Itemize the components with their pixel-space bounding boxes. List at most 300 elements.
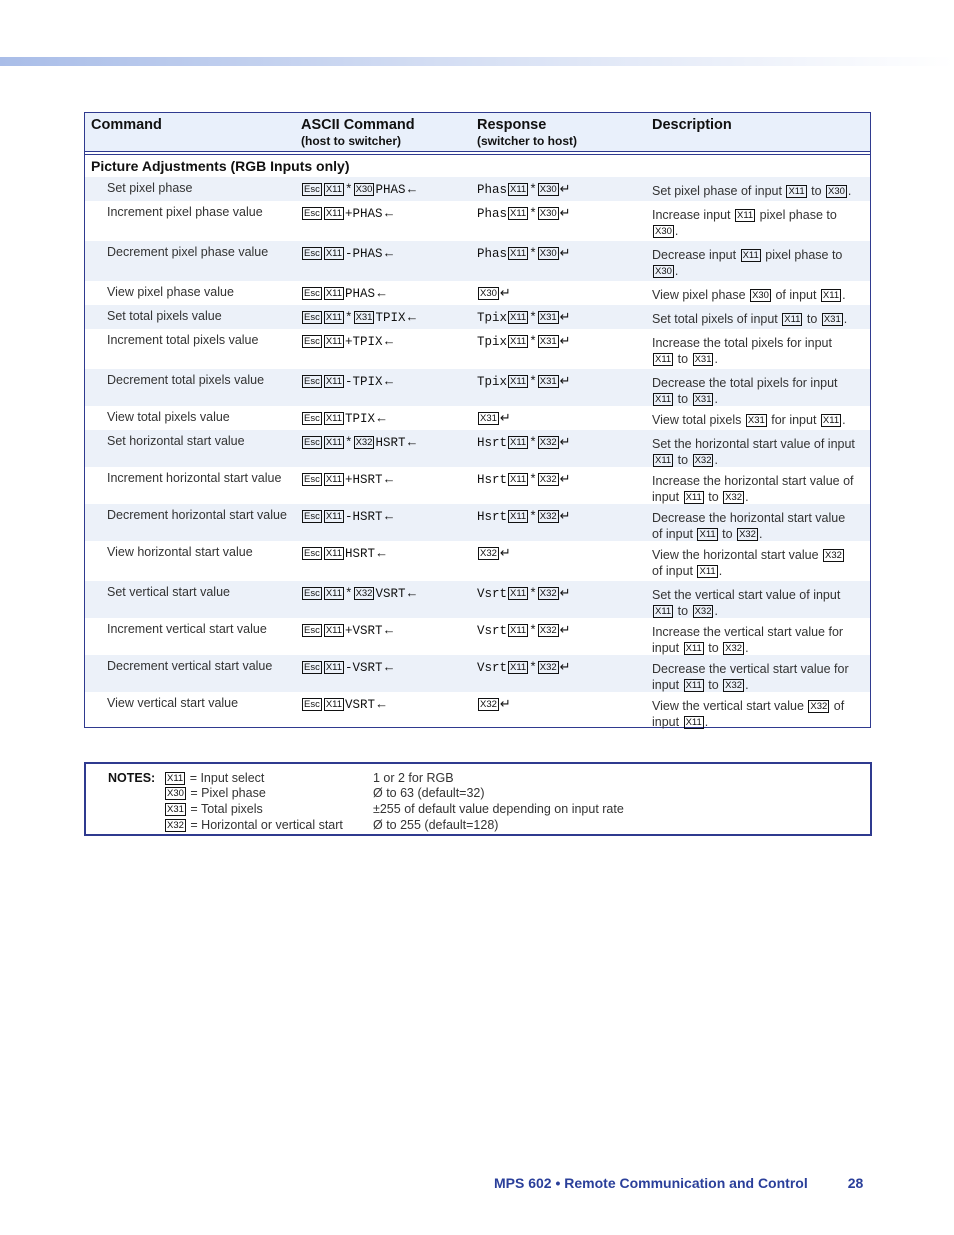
top-gradient-bar xyxy=(0,57,954,66)
command-text: * xyxy=(529,510,537,524)
variable-box: X30 xyxy=(655,266,672,277)
description-text: Decrease input xyxy=(652,248,740,262)
command-text: -HSRT xyxy=(345,510,383,524)
command-text: Phas xyxy=(477,207,508,221)
response xyxy=(477,585,571,601)
variable-box: X31 xyxy=(355,312,373,323)
return-arrow-icon: ↵ xyxy=(559,245,571,260)
return-arrow-icon: ↵ xyxy=(559,622,571,637)
note-meaning: = Pixel phase xyxy=(190,786,266,800)
variable-box: X32 xyxy=(355,437,373,448)
variable-box: X32 xyxy=(539,437,557,448)
table-row xyxy=(85,430,870,467)
command-text: Vsrt xyxy=(477,624,508,638)
command-text: * xyxy=(529,335,537,349)
description-text: . xyxy=(847,184,852,198)
description-text: Decrease the total pixels for input xyxy=(652,376,838,390)
command-text: * xyxy=(345,183,353,197)
ascii-command xyxy=(301,309,418,325)
variable-box: Esc xyxy=(304,699,320,710)
command-name: View horizontal start value xyxy=(107,545,253,559)
left-arrow-icon: ← xyxy=(382,373,396,388)
variable-box: X11 xyxy=(510,474,527,485)
variable-box: X11 xyxy=(685,680,702,691)
variable-box: X11 xyxy=(325,548,343,559)
description xyxy=(652,287,857,303)
variable-box: Esc xyxy=(304,312,320,323)
description-text: . xyxy=(714,392,718,406)
variable-box: X32 xyxy=(539,511,557,522)
description-text: Increase the total pixels for input xyxy=(652,336,832,350)
note-definition xyxy=(164,818,343,832)
ascii-command xyxy=(301,471,396,487)
table-row xyxy=(85,541,870,581)
command-name: Increment pixel phase value xyxy=(107,205,263,219)
description-text: for input xyxy=(767,413,820,427)
variable-box: Esc xyxy=(304,288,320,299)
description-text: of input xyxy=(652,564,697,578)
left-arrow-icon: ← xyxy=(375,545,389,560)
variable-box: X32 xyxy=(694,606,712,617)
return-arrow-icon: ↵ xyxy=(559,373,571,388)
command-text: * xyxy=(529,311,537,325)
variable-box: X30 xyxy=(480,288,497,299)
variable-box: Esc xyxy=(304,437,320,448)
response xyxy=(477,245,571,261)
description xyxy=(652,436,857,468)
variable-box: X11 xyxy=(822,290,840,301)
command-text: * xyxy=(345,311,353,325)
variable-box: X11 xyxy=(325,208,343,219)
command-name: Set vertical start value xyxy=(107,585,230,599)
return-arrow-icon: ↵ xyxy=(559,471,571,486)
variable-box: X11 xyxy=(510,662,527,673)
table-row xyxy=(85,305,870,329)
variable-box: X11 xyxy=(325,588,343,599)
command-text: Phas xyxy=(477,183,508,197)
description-text: . xyxy=(745,641,749,655)
command-text: * xyxy=(529,624,537,638)
command-text: PHAS xyxy=(345,287,376,301)
variable-box: Esc xyxy=(304,474,320,485)
return-arrow-icon: ↵ xyxy=(559,508,571,523)
variable-box: X11 xyxy=(510,437,527,448)
table-row xyxy=(85,692,870,727)
description-text: . xyxy=(758,527,763,541)
command-text: * xyxy=(529,375,537,389)
left-arrow-icon: ← xyxy=(405,434,419,449)
table-row xyxy=(85,201,870,241)
variable-box: X32 xyxy=(739,529,756,540)
variable-box: X11 xyxy=(655,354,672,365)
variable-box: X11 xyxy=(325,474,343,485)
table-row xyxy=(85,655,870,692)
header-response-label: Response xyxy=(477,117,547,133)
left-arrow-icon: ← xyxy=(405,181,419,196)
left-arrow-icon: ← xyxy=(382,333,396,348)
command-text: Hsrt xyxy=(477,436,508,450)
command-name: Increment vertical start value xyxy=(107,622,267,636)
variable-box: X11 xyxy=(510,336,527,347)
left-arrow-icon: ← xyxy=(382,659,396,674)
command-name: Increment horizontal start value xyxy=(107,471,282,485)
notes-box xyxy=(84,762,872,836)
variable-box: X11 xyxy=(510,511,527,522)
description-text: . xyxy=(842,413,846,427)
description-text: . xyxy=(704,715,709,729)
command-text: PHAS xyxy=(375,183,406,197)
command-name: View pixel phase value xyxy=(107,285,234,299)
table-row xyxy=(85,581,870,618)
variable-box: X11 xyxy=(325,248,343,259)
note-value: 1 or 2 for RGB xyxy=(373,771,454,785)
table-header xyxy=(85,113,870,152)
description-text: to xyxy=(704,678,723,692)
variable-box: X32 xyxy=(539,474,557,485)
left-arrow-icon: ← xyxy=(375,410,389,425)
left-arrow-icon: ← xyxy=(382,205,396,220)
variable-box: X11 xyxy=(737,210,754,221)
variable-box: X11 xyxy=(325,376,343,387)
command-text: HSRT xyxy=(375,436,406,450)
note-value: Ø to 255 (default=128) xyxy=(373,818,499,832)
description-text: . xyxy=(843,312,848,326)
command-text: * xyxy=(345,587,353,601)
variable-box: Esc xyxy=(304,588,320,599)
variable-box: X30 xyxy=(539,248,557,259)
variable-box: X31 xyxy=(694,354,712,365)
description-text: . xyxy=(714,352,718,366)
description-text: Set the vertical start value of input xyxy=(652,588,841,602)
return-arrow-icon: ↵ xyxy=(499,545,511,560)
description xyxy=(652,311,857,327)
return-arrow-icon: ↵ xyxy=(559,181,571,196)
command-text: Hsrt xyxy=(477,510,508,524)
variable-box: Esc xyxy=(304,208,320,219)
command-text: +HSRT xyxy=(345,473,383,487)
command-text: * xyxy=(529,473,537,487)
command-name: Set horizontal start value xyxy=(107,434,245,448)
table-row xyxy=(85,467,870,504)
table-row xyxy=(85,369,870,406)
command-name: Decrement vertical start value xyxy=(107,659,273,673)
description xyxy=(652,473,857,505)
variable-box: X11 xyxy=(510,312,527,323)
description-text: Increase the vertical start value for input xyxy=(652,625,844,655)
description xyxy=(652,375,857,407)
description-text: to xyxy=(674,352,692,366)
description-text: . xyxy=(714,604,718,618)
variable-box: X32 xyxy=(539,588,557,599)
header-response-sub: (switcher to host) xyxy=(477,134,578,148)
ascii-command xyxy=(301,545,388,561)
ascii-command xyxy=(301,205,396,221)
ascii-command xyxy=(301,245,396,261)
command-text: -PHAS xyxy=(345,247,383,261)
ascii-command xyxy=(301,410,388,426)
ascii-command xyxy=(301,373,396,389)
response xyxy=(477,285,511,301)
description xyxy=(652,547,857,579)
command-text: * xyxy=(529,436,537,450)
command-text: * xyxy=(345,436,353,450)
command-name: Increment total pixels value xyxy=(107,333,259,347)
return-arrow-icon: ↵ xyxy=(499,285,511,300)
response xyxy=(477,508,571,524)
variable-box: X11 xyxy=(655,606,672,617)
ascii-command xyxy=(301,434,418,450)
variable-box: X32 xyxy=(810,701,828,712)
variable-box: X11 xyxy=(167,773,184,784)
left-arrow-icon: ← xyxy=(405,309,419,324)
description-text: to xyxy=(704,641,723,655)
description-text: to xyxy=(807,184,826,198)
description-text: Decrease the vertical start value for input xyxy=(652,662,849,692)
variable-box: X32 xyxy=(725,680,743,691)
header-description xyxy=(652,117,732,133)
description xyxy=(652,698,857,730)
response xyxy=(477,373,571,389)
description-text: to xyxy=(674,392,692,406)
note-meaning: = Horizontal or vertical start xyxy=(190,818,343,832)
description-text: Increase input xyxy=(652,208,734,222)
response xyxy=(477,205,571,221)
description xyxy=(652,247,857,279)
variable-box: X31 xyxy=(167,804,184,815)
left-arrow-icon: ← xyxy=(375,285,389,300)
ascii-command xyxy=(301,659,396,675)
variable-box: X11 xyxy=(822,415,840,426)
variable-box: Esc xyxy=(304,662,320,673)
response xyxy=(477,410,511,426)
ascii-command xyxy=(301,285,388,301)
variable-box: X31 xyxy=(823,314,841,325)
description-text: . xyxy=(842,288,846,302)
description xyxy=(652,207,857,239)
description-text: Set total pixels of input xyxy=(652,312,782,326)
command-text: +PHAS xyxy=(345,207,383,221)
command-text: Tpix xyxy=(477,335,508,349)
left-arrow-icon: ← xyxy=(375,696,389,711)
command-text: -TPIX xyxy=(345,375,383,389)
command-text: Hsrt xyxy=(477,473,508,487)
description-text: pixel phase to xyxy=(756,208,837,222)
variable-box: X31 xyxy=(480,413,497,424)
description-text: . xyxy=(674,264,679,278)
response xyxy=(477,309,571,325)
variable-box: X11 xyxy=(325,437,343,448)
description-text: of input xyxy=(771,288,820,302)
return-arrow-icon: ↵ xyxy=(559,659,571,674)
response xyxy=(477,622,571,638)
description-text: . xyxy=(674,224,679,238)
section-title: Picture Adjustments (RGB Inputs only) xyxy=(85,154,870,177)
description xyxy=(652,661,857,693)
response xyxy=(477,181,571,197)
variable-box: X11 xyxy=(510,184,527,195)
variable-box: X32 xyxy=(480,699,497,710)
variable-box: X30 xyxy=(828,186,845,197)
variable-box: X11 xyxy=(510,248,527,259)
table-row xyxy=(85,177,870,201)
variable-box: X11 xyxy=(325,662,343,673)
variable-box: X32 xyxy=(825,550,842,561)
ascii-command xyxy=(301,333,396,349)
variable-box: X11 xyxy=(655,455,672,466)
description-text: . xyxy=(745,490,749,504)
note-meaning: = Total pixels xyxy=(190,802,263,816)
command-text: Phas xyxy=(477,247,508,261)
return-arrow-icon: ↵ xyxy=(559,585,571,600)
header-ascii-sub: (host to switcher) xyxy=(301,134,402,148)
left-arrow-icon: ← xyxy=(382,508,396,523)
command-text: TPIX xyxy=(345,412,376,426)
variable-box: X11 xyxy=(510,625,527,636)
variable-box: X11 xyxy=(788,186,805,197)
command-text: * xyxy=(529,207,537,221)
table-row xyxy=(85,281,870,305)
variable-box: X11 xyxy=(699,566,716,577)
command-name: Set total pixels value xyxy=(107,309,222,323)
variable-box: Esc xyxy=(304,248,320,259)
page-footer xyxy=(494,1175,863,1191)
command-text: * xyxy=(529,587,537,601)
variable-box: X11 xyxy=(325,413,343,424)
variable-box: Esc xyxy=(304,413,320,424)
description-text: to xyxy=(704,490,723,504)
response xyxy=(477,434,571,450)
description-text: View the horizontal start value xyxy=(652,548,823,562)
variable-box: X11 xyxy=(510,588,527,599)
command-text: +VSRT xyxy=(345,624,383,638)
variable-box: X32 xyxy=(167,820,184,831)
table-row xyxy=(85,504,870,541)
variable-box: Esc xyxy=(304,336,320,347)
command-name: View vertical start value xyxy=(107,696,239,710)
variable-box: X30 xyxy=(167,788,184,799)
variable-box: X11 xyxy=(655,394,672,405)
variable-box: Esc xyxy=(304,376,320,387)
variable-box: X11 xyxy=(685,717,702,728)
ascii-command xyxy=(301,585,418,601)
variable-box: X11 xyxy=(325,511,343,522)
footer-title: MPS 602 • Remote Communication and Control xyxy=(494,1175,808,1191)
notes-label: NOTES: xyxy=(108,771,156,785)
description-text: . xyxy=(718,564,723,578)
response xyxy=(477,471,571,487)
variable-box: X32 xyxy=(725,643,743,654)
description xyxy=(652,183,857,199)
command-name: View total pixels value xyxy=(107,410,230,424)
ascii-command xyxy=(301,181,418,197)
description-text: View pixel phase xyxy=(652,288,750,302)
variable-box: X11 xyxy=(685,492,702,503)
variable-box: X31 xyxy=(539,376,557,387)
header-ascii xyxy=(301,117,415,148)
description-text: Increase the horizontal start value of input xyxy=(652,474,854,504)
note-meaning: = Input select xyxy=(189,771,265,785)
command-text: HSRT xyxy=(345,547,376,561)
note-definition xyxy=(164,802,263,816)
description-text: Decrease the horizontal start value of input xyxy=(652,511,846,541)
left-arrow-icon: ← xyxy=(382,245,396,260)
variable-box: X11 xyxy=(510,208,527,219)
header-ascii-label: ASCII Command xyxy=(301,117,415,133)
table-row xyxy=(85,241,870,281)
command-text: TPIX xyxy=(375,311,406,325)
variable-box: X32 xyxy=(694,455,712,466)
variable-box: X31 xyxy=(539,312,557,323)
return-arrow-icon: ↵ xyxy=(559,434,571,449)
description-text: . xyxy=(714,453,718,467)
command-text: * xyxy=(529,183,537,197)
variable-box: X11 xyxy=(325,288,343,299)
note-value: ±255 of default value depending on input rate xyxy=(373,802,624,816)
command-text: Tpix xyxy=(477,375,508,389)
description-text: pixel phase to xyxy=(761,248,843,262)
note-definition xyxy=(164,786,266,800)
ascii-command xyxy=(301,622,396,638)
description-text: View total pixels xyxy=(652,413,745,427)
variable-box: X31 xyxy=(539,336,557,347)
description xyxy=(652,412,857,428)
description xyxy=(652,624,857,656)
header-description-label: Description xyxy=(652,117,732,133)
variable-box: X32 xyxy=(725,492,743,503)
return-arrow-icon: ↵ xyxy=(559,309,571,324)
return-arrow-icon: ↵ xyxy=(499,696,511,711)
variable-box: X31 xyxy=(747,415,765,426)
left-arrow-icon: ← xyxy=(405,585,419,600)
description-text: to xyxy=(718,527,737,541)
description-text: to xyxy=(803,312,821,326)
variable-box: X30 xyxy=(539,208,557,219)
variable-box: X32 xyxy=(539,625,557,636)
description-text: to xyxy=(674,604,692,618)
description xyxy=(652,510,857,542)
command-name: Decrement total pixels value xyxy=(107,373,265,387)
command-name: Set pixel phase xyxy=(107,181,193,195)
left-arrow-icon: ← xyxy=(382,471,396,486)
table-row xyxy=(85,406,870,430)
variable-box: X32 xyxy=(355,588,373,599)
variable-box: X11 xyxy=(325,312,343,323)
description-text: to xyxy=(674,453,692,467)
ascii-command xyxy=(301,508,396,524)
return-arrow-icon: ↵ xyxy=(499,410,511,425)
command-text: * xyxy=(529,661,537,675)
response xyxy=(477,659,571,675)
command-text: Vsrt xyxy=(477,587,508,601)
command-text: VSRT xyxy=(375,587,406,601)
command-text: Vsrt xyxy=(477,661,508,675)
return-arrow-icon: ↵ xyxy=(559,205,571,220)
header-command xyxy=(91,117,162,133)
page-number: 28 xyxy=(847,1175,864,1191)
ascii-command xyxy=(301,696,388,712)
variable-box: Esc xyxy=(304,511,320,522)
variable-box: X30 xyxy=(539,184,557,195)
variable-box: X32 xyxy=(539,662,557,673)
return-arrow-icon: ↵ xyxy=(559,333,571,348)
variable-box: X11 xyxy=(742,250,759,261)
variable-box: X11 xyxy=(325,625,343,636)
description-text: Set pixel phase of input xyxy=(652,184,786,198)
variable-box: X32 xyxy=(480,548,497,559)
response xyxy=(477,696,511,712)
table-row xyxy=(85,618,870,655)
variable-box: X30 xyxy=(355,184,373,195)
